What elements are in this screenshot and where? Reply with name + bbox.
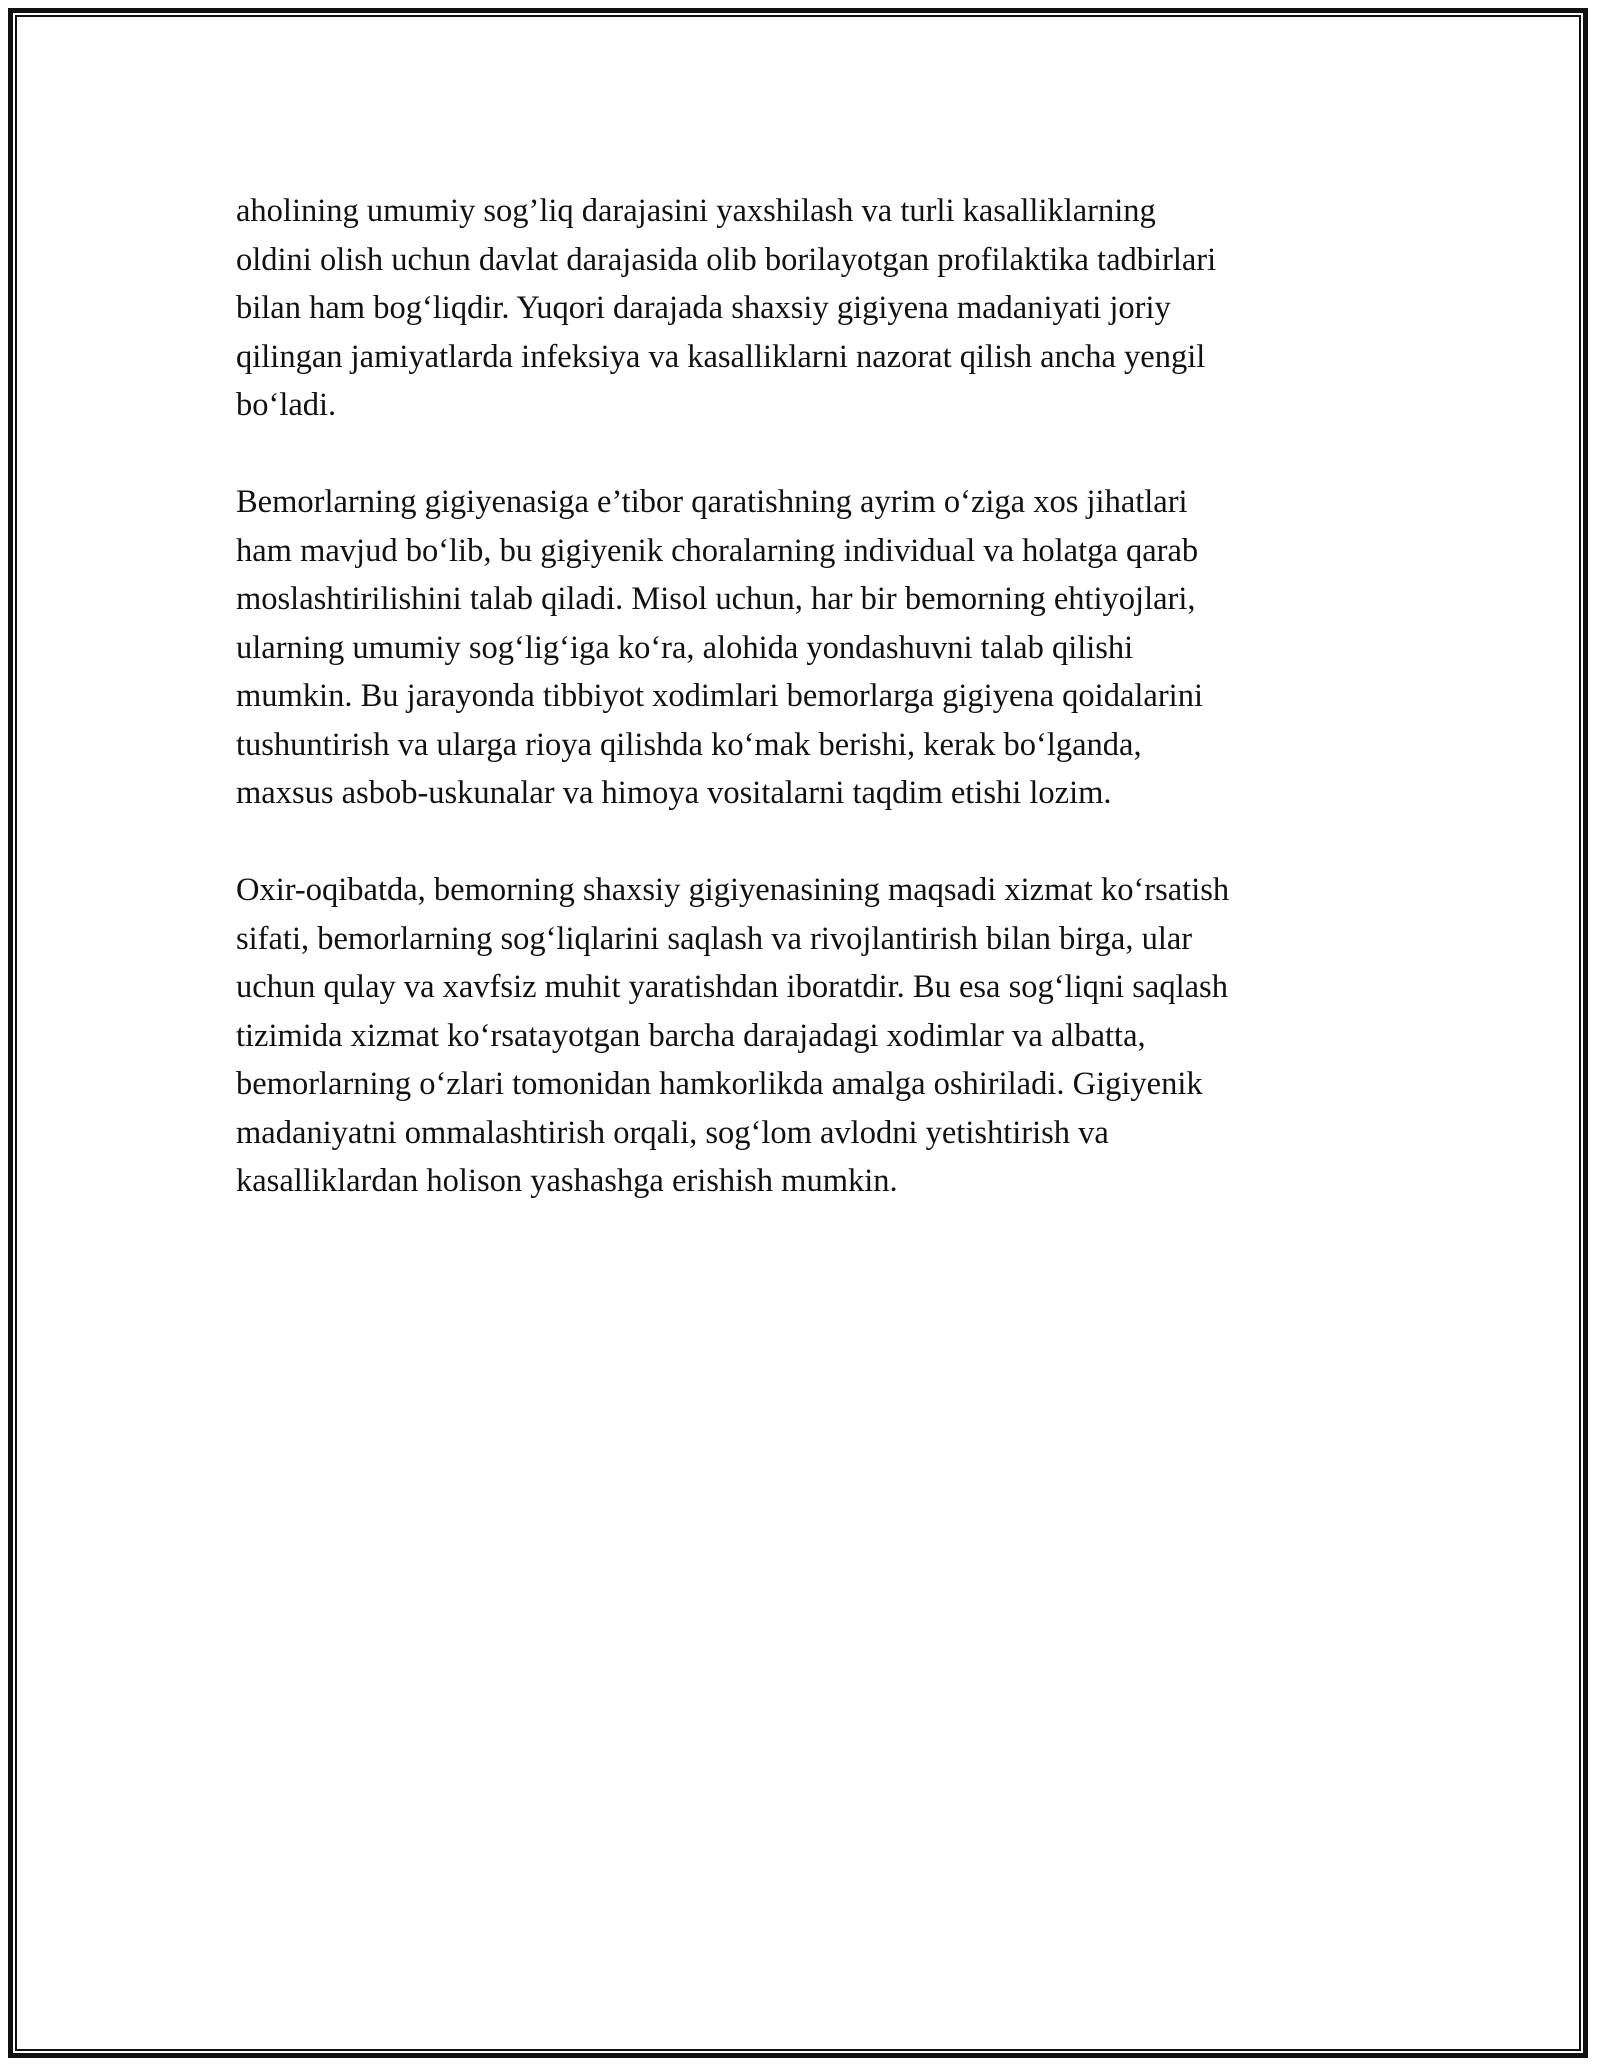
text-line: Oxir-oqibatda, bemorning shaxsiy gigiyenasining maqsadi xizmat ko‘rsatish xyxy=(236,872,1230,908)
text-line: maxsus asbob-uskunalar va himoya vositalarni taqdim etishi lozim. xyxy=(236,775,1112,811)
text-line: moslashtirilishini talab qiladi. Misol uchun, har bir bemorning ehtiyojlari, xyxy=(236,581,1196,617)
text-line: bemorlarning o‘zlari tomonidan hamkorlikda amalga oshiriladi. Gigiyenik xyxy=(236,1066,1203,1102)
text-line: tizimida xizmat ko‘rsatayotgan barcha darajadagi xodimlar va albatta, xyxy=(236,1017,1146,1054)
text-line: oldini olish uchun davlat darajasida olib borilayotgan profilaktika tadbirlari xyxy=(236,241,1217,278)
text-line: tushuntirish va ularga rioya qilishda ko‘mak berishi, kerak bo‘lganda, xyxy=(236,726,1142,763)
paragraph-1 xyxy=(236,187,1366,430)
text-line: bo‘ladi. xyxy=(236,387,337,423)
text-line: madaniyatni ommalashtirish orqali, sog‘lom avlodni yetishtirish va xyxy=(236,1114,1109,1151)
text-line: sifati, bemorlarning sog‘liqlarini saqlash va rivojlantirish bilan birga, ular xyxy=(236,920,1193,957)
paragraph-3 xyxy=(236,866,1366,1206)
document-body xyxy=(236,187,1366,1254)
text-line: Bemorlarning gigiyenasiga e’tibor qaratishning ayrim o‘ziga xos jihatlari xyxy=(236,484,1188,520)
paragraph-2 xyxy=(236,478,1366,818)
text-line: aholining umumiy sog’liq darajasini yaxshilash va turli kasalliklarning xyxy=(236,193,1156,229)
text-line: uchun qulay va xavfsiz muhit yaratishdan iboratdir. Bu esa sog‘liqni saqlash xyxy=(236,969,1228,1005)
text-line: kasalliklardan holison yashashga erishish mumkin. xyxy=(236,1163,898,1199)
text-line: ularning umumiy sog‘lig‘iga ko‘ra, alohida yondashuvni talab qilishi xyxy=(236,629,1134,666)
text-line: ham mavjud bo‘lib, bu gigiyenik choralarning individual va holatga qarab xyxy=(236,532,1199,569)
text-line: qilingan jamiyatlarda infeksiya va kasalliklarni nazorat qilish ancha yengil xyxy=(236,338,1206,375)
text-line: bilan ham bog‘liqdir. Yuqori darajada shaxsiy gigiyena madaniyati joriy xyxy=(236,290,1171,326)
text-line: mumkin. Bu jarayonda tibbiyot xodimlari bemorlarga gigiyena qoidalarini xyxy=(236,678,1203,714)
